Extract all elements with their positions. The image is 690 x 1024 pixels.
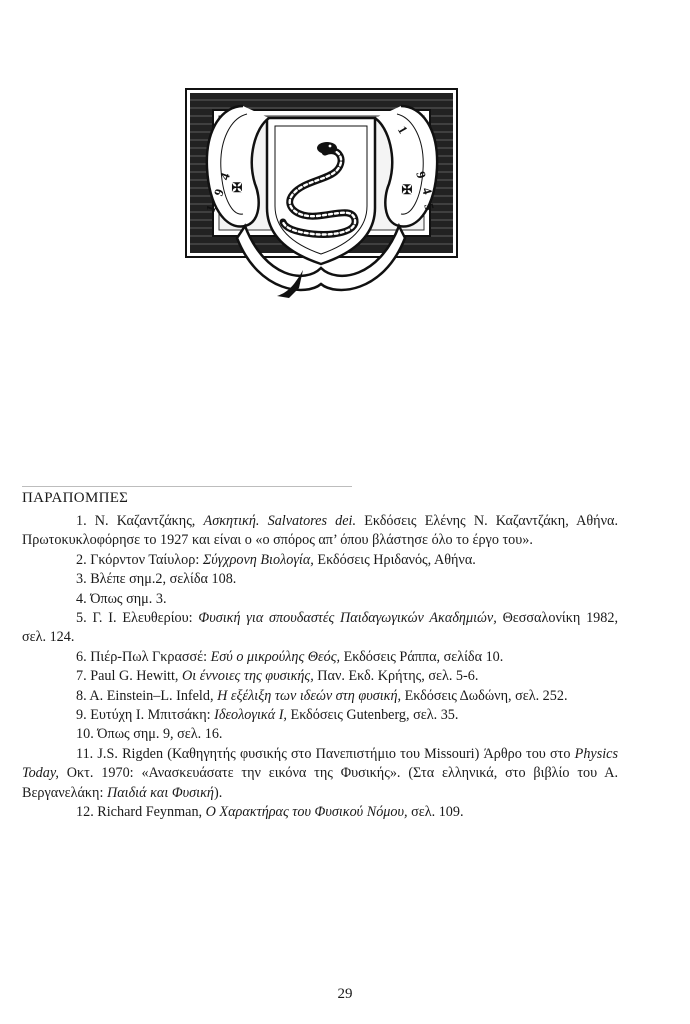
note-item: 2. Γκόρντον Ταίυλορ: Σύγχρονη Βιολογία, Εκδόσεις Ηριδανός, Αθήνα. <box>76 551 476 568</box>
year-left-digit: 1 <box>202 202 219 215</box>
woodcut-emblem <box>185 88 458 300</box>
notes-list <box>22 512 618 823</box>
note-item: 1. Ν. Καζαντζάκης, Ασκητική. Salvatores dei. Εκδόσεις Ελένης Ν. Καζαντζάκη, Αθήνα. Πρωτοκυκλοφόρησε το 1927 και είναι ο «ο σπόρος απ’ όπου βλάστησε όλο το έργο του». <box>22 513 618 549</box>
note-item: 7. Paul G. Hewitt, Οι έννοιες της φυσικής, Παν. Εκδ. Κρήτης, σελ. 5-6. <box>76 668 479 685</box>
year-right-digit: 1 <box>394 123 412 137</box>
note-item: 11. J.S. Rigden (Καθηγητής φυσικής στο Πανεπιστήμιο του Missouri) Άρθρο του στο Physics Today, Οκτ. 1970: «Ανασκευάσατε την εικόνα της Φυσικής». (Στα ελληνικά, στο βιβλίο του Α. Βεργανελάκη: Παιδιά και Φυσική). <box>22 745 618 801</box>
year-right-digit: 4 <box>419 185 436 196</box>
heading-rule <box>22 486 352 487</box>
year-right-digit: 9 <box>413 169 430 180</box>
note-item: 4. Όπως σημ. 3. <box>76 590 167 607</box>
year-left-digit: 9 <box>210 186 227 199</box>
note-item: 6. Πιέρ-Πωλ Γκρασσέ: Εσύ ο μικρούλης Θεός, Εκδόσεις Ράππα, σελίδα 10. <box>76 648 504 665</box>
note-item: 10. Όπως σημ. 9, σελ. 16. <box>76 726 223 743</box>
note-item: 12. Richard Feynman, Ο Χαρακτήρας του Φυσικού Νόμου, σελ. 109. <box>76 804 464 821</box>
note-item: 8. A. Einstein–L. Infeld, Η εξέλιξη των ιδεών στη φυσική, Εκδόσεις Δωδώνη, σελ. 252. <box>76 687 568 704</box>
note-item: 9. Ευτύχη Ι. Μπιτσάκη: Ιδεολογικά Ι, Εκδόσεις Gutenberg, σελ. 35. <box>76 707 459 724</box>
year-right-digit: 5 <box>421 201 438 212</box>
note-item: 3. Βλέπε σημ.2, σελίδα 108. <box>76 571 237 588</box>
page-number: 29 <box>337 986 353 1002</box>
year-left-digit: 4 <box>216 170 233 183</box>
cross-glyph: ✠ <box>401 182 413 197</box>
notes-heading: ΠΑΡΑΠΟΜΠΕΣ <box>22 490 129 506</box>
cross-glyph: ✠ <box>231 180 243 195</box>
note-item: 5. Γ. Ι. Ελευθερίου: Φυσική για σπουδαστές Παιδαγωγικών Ακαδημιών, Θεσσαλονίκη 1982, σελ. 124. <box>22 610 618 646</box>
